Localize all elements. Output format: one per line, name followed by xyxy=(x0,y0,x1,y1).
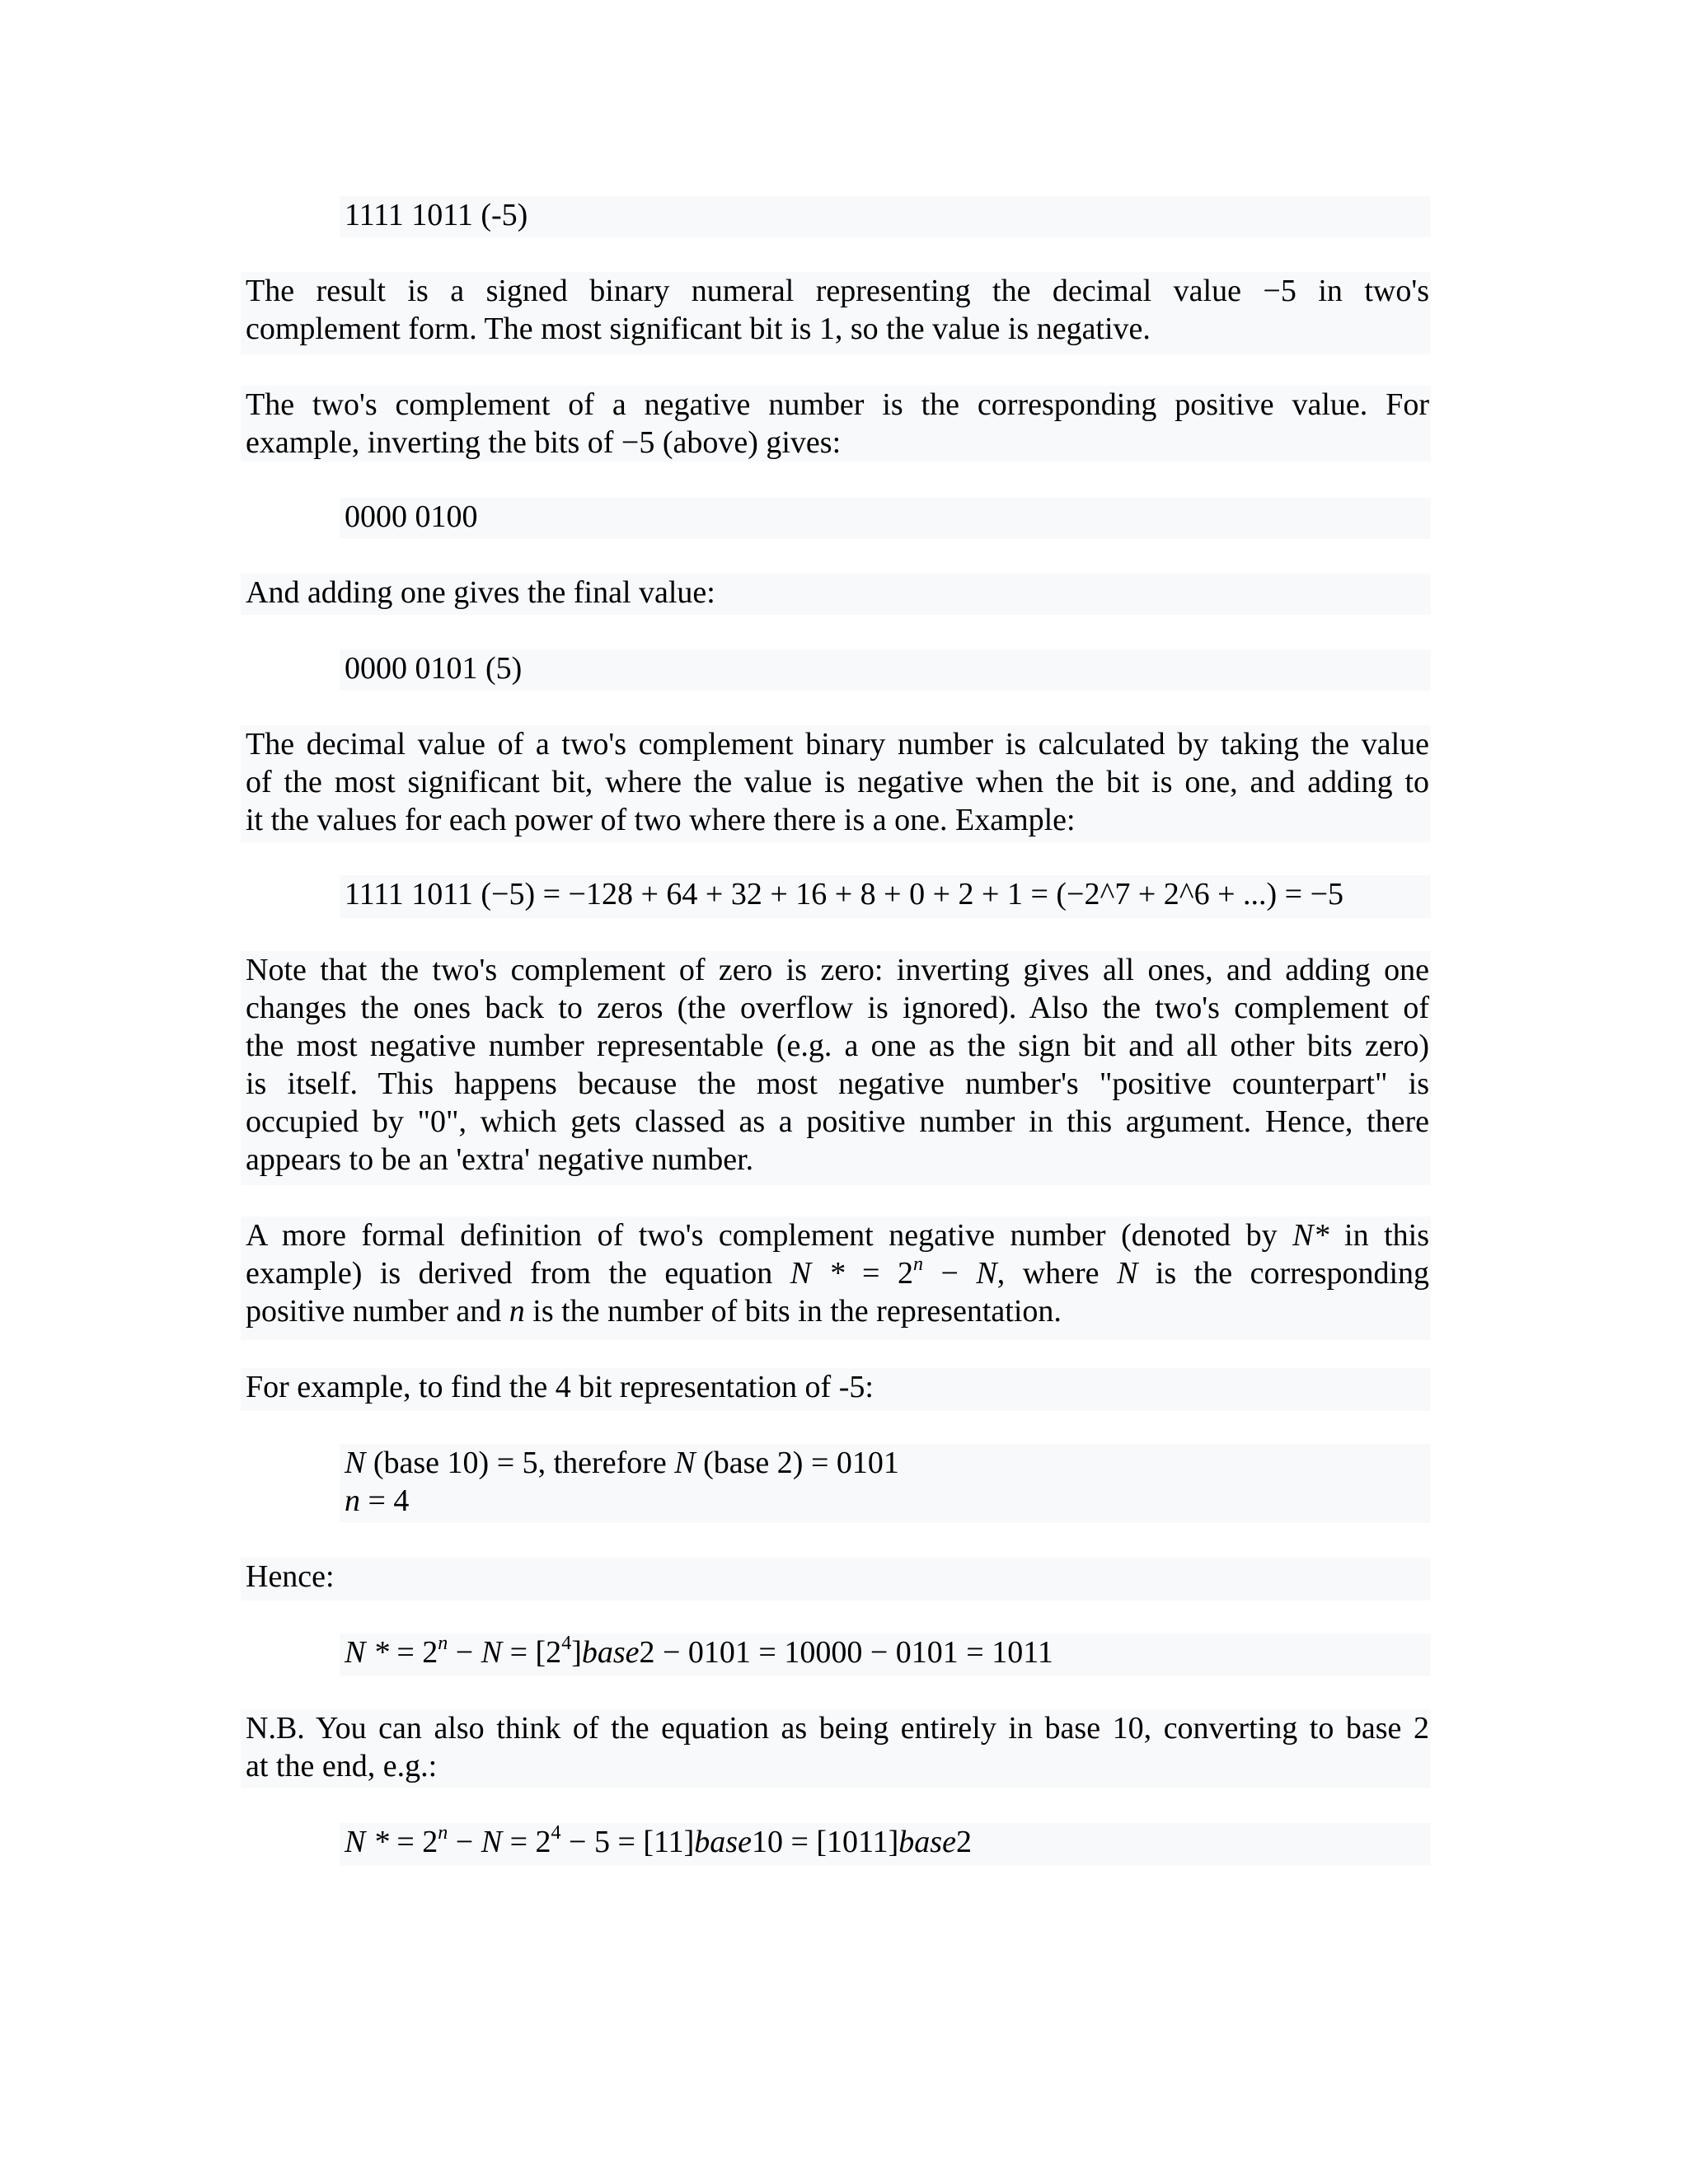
paragraph-line: The two's complement of a negative number is the corresponding positive value. For xyxy=(246,387,1429,422)
variable-n: N xyxy=(345,1446,366,1480)
variable-n-star: N* xyxy=(1292,1218,1329,1253)
code-block-expansion xyxy=(340,875,1431,918)
code-block-base2-equation xyxy=(340,1633,1431,1676)
paragraph-result-signed xyxy=(241,272,1431,354)
variable-n: N xyxy=(976,1256,997,1291)
code-line xyxy=(345,1444,1431,1482)
text-run: 10 = [1011] xyxy=(751,1825,899,1859)
variable-n-star: N * xyxy=(345,1635,389,1670)
exponent-four: 4 xyxy=(551,1822,561,1844)
paragraph-line: the most negative number representable (e.g. a one as the sign bit and all other bits zero) xyxy=(246,1029,1429,1063)
variable-small-n: n xyxy=(509,1294,525,1329)
paragraph-line: at the end, e.g.: xyxy=(246,1749,438,1783)
text-run: = 2 xyxy=(844,1256,913,1291)
paragraph-line: appears to be an 'extra' negative number. xyxy=(246,1142,754,1177)
text-run: is the corresponding xyxy=(1137,1256,1429,1291)
code-block-given-values xyxy=(340,1444,1431,1523)
paragraph-line xyxy=(246,1216,1429,1254)
paragraph-line: For example, to find the 4 bit representation of -5: xyxy=(246,1370,874,1404)
base-label: base xyxy=(898,1825,956,1859)
text-run: positive number and xyxy=(246,1294,509,1329)
exponent-four: 4 xyxy=(561,1633,572,1654)
paragraph-line: And adding one gives the final value: xyxy=(246,575,715,610)
code-line xyxy=(345,1633,1431,1671)
code-line: 0000 0101 (5) xyxy=(345,651,523,686)
text-run: A more formal definition of two's complement negative number (denoted by xyxy=(246,1218,1293,1253)
paragraph-line: N.B. You can also think of the equation as being entirely in base 10, converting to base 2 xyxy=(246,1711,1429,1746)
exponent-n: n xyxy=(438,1822,448,1844)
text-run: ] xyxy=(571,1635,582,1670)
paragraph-line xyxy=(246,1292,1429,1330)
paragraph-zero-note xyxy=(241,951,1431,1185)
text-run: 2 − 0101 = 10000 − 0101 = 1011 xyxy=(639,1635,1053,1670)
paragraph-decimal-value xyxy=(241,725,1431,842)
text-run: − xyxy=(922,1256,977,1291)
exponent-n: n xyxy=(912,1254,923,1275)
paragraph-hence xyxy=(241,1558,1431,1601)
paragraph-line: complement form. The most significant bit is 1, so the value is negative. xyxy=(246,312,1151,346)
text-run: example) is derived from the equation xyxy=(246,1256,790,1291)
variable-small-n: n xyxy=(345,1483,360,1518)
text-run: is the number of bits in the representation. xyxy=(524,1294,1062,1329)
base-label: base xyxy=(581,1635,640,1670)
text-run: − xyxy=(448,1825,481,1859)
paragraph-line: changes the ones back to zeros (the overflow is ignored). Also the two's complement of xyxy=(246,991,1429,1025)
paragraph-line: Hence: xyxy=(246,1559,335,1594)
variable-n-star: N * xyxy=(345,1825,389,1859)
paragraph-line xyxy=(246,1254,1429,1292)
variable-n: N xyxy=(1117,1256,1138,1291)
text-run: − 5 = [11] xyxy=(560,1825,695,1859)
code-block-plus-five xyxy=(340,649,1431,691)
text-run: , where xyxy=(996,1256,1118,1291)
variable-n: N xyxy=(481,1825,503,1859)
paragraph-line: The result is a signed binary numeral representing the decimal value −5 in two's xyxy=(246,274,1429,308)
paragraph-line: Note that the two's complement of zero is zero: inverting gives all ones, and adding one xyxy=(246,953,1429,987)
text-run: 2 xyxy=(955,1825,972,1859)
text-run: = [2 xyxy=(502,1635,562,1670)
paragraph-line: occupied by "0", which gets classed as a positive number in this argument. Hence, there xyxy=(246,1104,1429,1139)
paragraph-line: example, inverting the bits of −5 (above) gives: xyxy=(246,425,842,460)
code-line: 1111 1011 (-5) xyxy=(345,198,528,232)
paragraph-line: of the most significant bit, where the value is negative when the bit is one, and adding to xyxy=(246,765,1429,799)
text-run: in this xyxy=(1329,1218,1429,1253)
text-run: = 2 xyxy=(388,1635,438,1670)
text-run: (base 10) = 5, therefore xyxy=(365,1446,675,1480)
code-block-base10-equation xyxy=(340,1823,1431,1866)
code-block-minus-five xyxy=(340,196,1431,237)
text-run: = 2 xyxy=(388,1825,438,1859)
paragraph-line: The decimal value of a two's complement binary number is calculated by taking the value xyxy=(246,727,1429,762)
text-run: = 4 xyxy=(360,1483,410,1518)
text-run: = 2 xyxy=(502,1825,551,1859)
exponent-n: n xyxy=(438,1633,448,1654)
code-line: 1111 1011 (−5) = −128 + 64 + 32 + 16 + 8 + 0 + 2 + 1 = (−2^7 + 2^6 + ...) = −5 xyxy=(345,877,1344,912)
variable-n: N xyxy=(674,1446,696,1480)
text-run: − xyxy=(448,1635,481,1670)
text-run: (base 2) = 0101 xyxy=(695,1446,899,1480)
paragraph-adding-one xyxy=(241,574,1431,615)
variable-n-star: N * xyxy=(790,1256,845,1291)
paragraph-nb-base10 xyxy=(241,1709,1431,1788)
base-label: base xyxy=(694,1825,752,1859)
paragraph-example-intro xyxy=(241,1368,1431,1411)
code-block-inverted xyxy=(340,498,1431,539)
paragraph-line: it the values for each power of two where there is a one. Example: xyxy=(246,803,1076,837)
paragraph-line: is itself. This happens because the most negative number's "positive counterpart" is xyxy=(246,1066,1429,1101)
paragraph-formal-definition xyxy=(241,1216,1431,1340)
code-line xyxy=(345,1823,1431,1861)
variable-n: N xyxy=(481,1635,503,1670)
code-line: 0000 0100 xyxy=(345,499,478,534)
code-line xyxy=(345,1482,1431,1520)
paragraph-twos-complement-negative xyxy=(241,386,1431,462)
